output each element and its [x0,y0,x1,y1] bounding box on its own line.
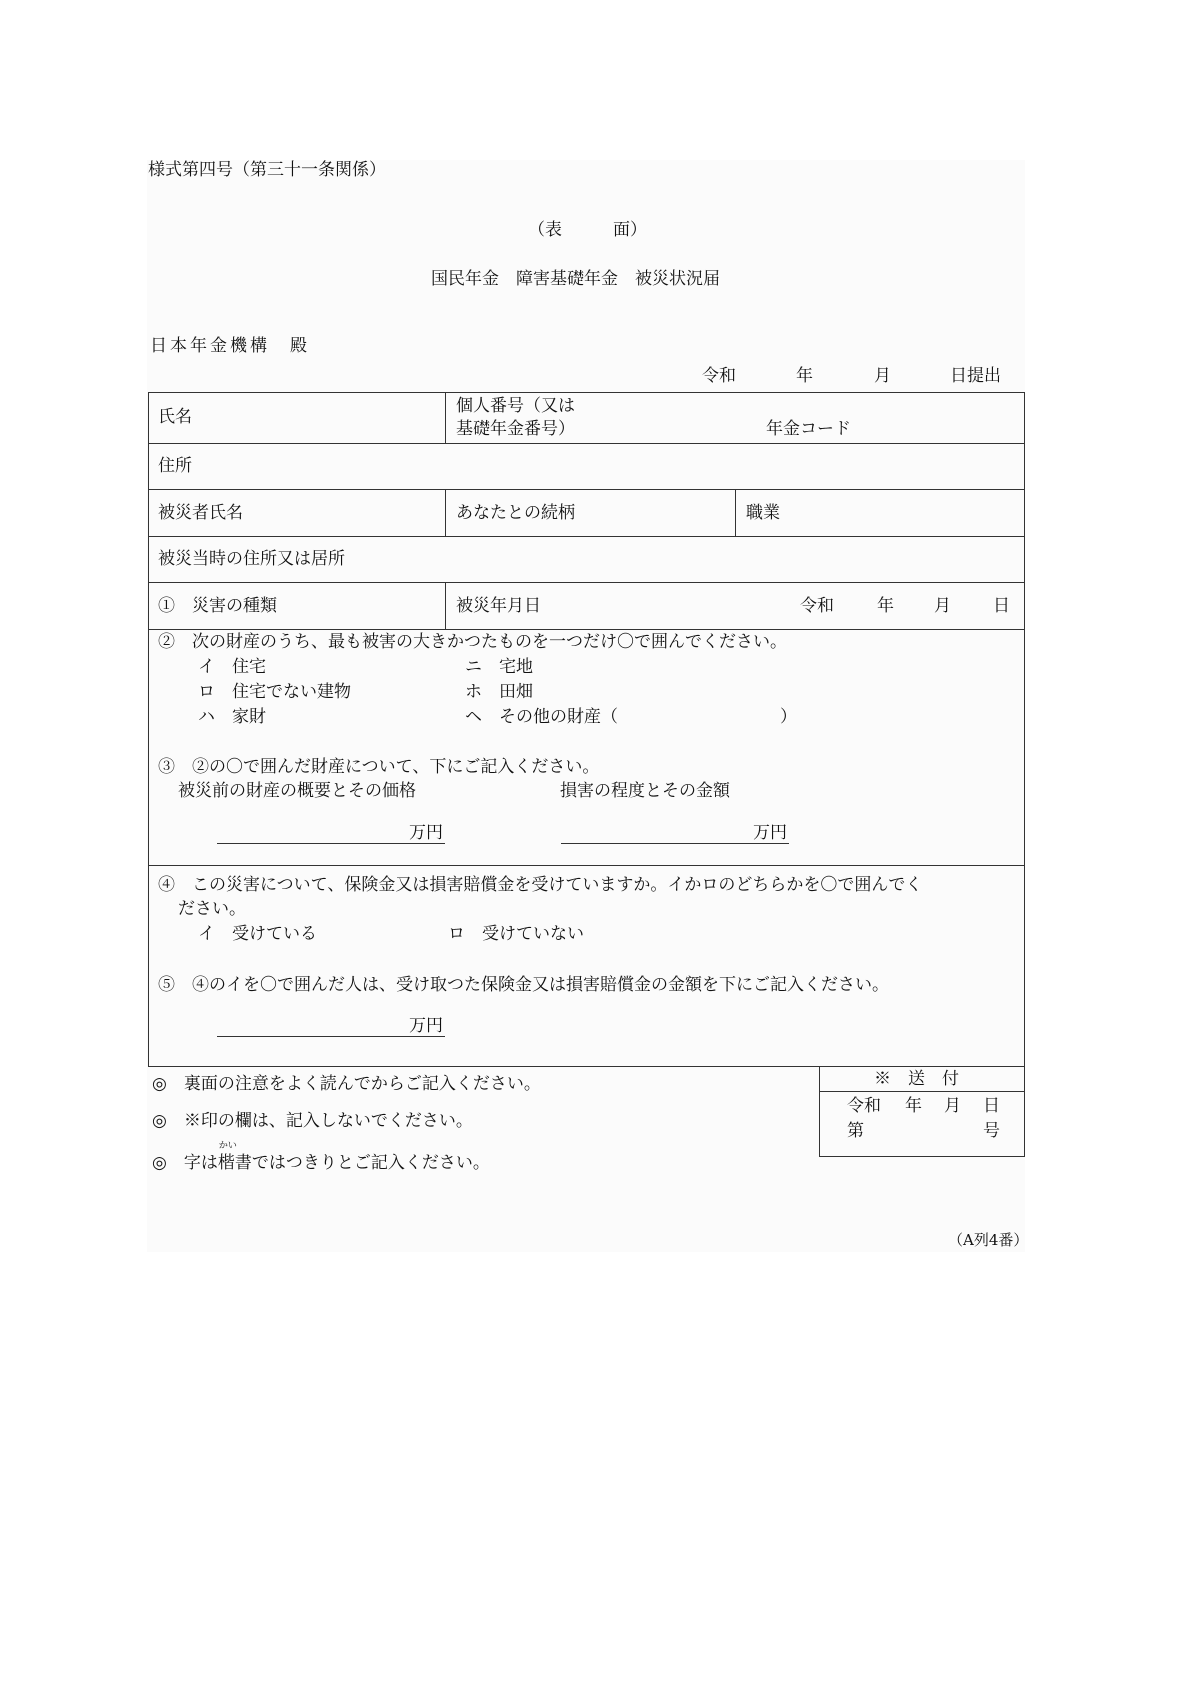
q2-option: ロ 住宅でない建物 [198,682,351,702]
side-label: （表 面） [528,220,647,240]
disaster-date-label: 被災年月日 [456,596,541,616]
form-title: 国民年金 障害基礎年金 被災状況届 [431,269,720,289]
q2-option: イ 住宅 [198,657,266,677]
dd-era: 令和 [800,596,834,616]
q2-option: ホ 田畑 [465,682,533,702]
q2-option: ハ 家財 [198,707,266,727]
sent-day: 日 [983,1096,1000,1116]
date-month: 月 [874,366,891,386]
disaster-type-label: ① 災害の種類 [158,596,277,616]
sent-box-title: ※ 送 付 [874,1069,959,1089]
sent-go: 号 [983,1121,1000,1141]
q2-option: ニ 宅地 [465,657,533,677]
q4-text-2: ださい。 [178,899,246,919]
q5-text: ⑤ ④のイを〇で囲んだ人は、受け取つた保険金又は損害賠償金の金額を下にご記入ください。 [158,975,889,995]
date-era: 令和 [702,366,736,386]
unit-label: 万円 [409,823,443,843]
name-label: 氏名 [158,407,192,427]
q4-no: ロ 受けていない [448,924,584,944]
dd-day: 日 [993,596,1010,616]
q2-option: ヘ その他の財産（ [465,707,618,727]
sent-no: 第 [847,1121,864,1141]
sent-era: 令和 [847,1096,881,1116]
q4-yes: イ 受けている [198,924,317,944]
form-table [148,392,1025,1067]
addressee: 日本年金機構 殿 [150,336,310,356]
note-3: ◎ 字は かい 楷書ではつきりとご記入ください。 [152,1141,490,1173]
q2-text: ② 次の財産のうち、最も被害の大きかつたものを一つだけ〇で囲んでください。 [158,632,787,652]
sent-month: 月 [944,1096,961,1116]
dd-year: 年 [877,596,894,616]
address-at-time-label: 被災当時の住所又は居所 [158,549,345,569]
date-day: 日提出 [950,366,1001,386]
id-label-1: 個人番号（又は [456,396,575,416]
unit-label: 万円 [409,1016,443,1036]
form-number: 様式第四号（第三十一条関係） [148,160,386,180]
dd-month: 月 [934,596,951,616]
value-before-field[interactable] [217,823,445,844]
paper-size: （A列4番） [948,1231,1029,1249]
victim-name-label: 被災者氏名 [158,503,243,523]
occupation-label: 職業 [746,503,780,523]
q2-close: ） [780,707,797,727]
q3-right-label: 損害の程度とその金額 [560,781,730,801]
note-2: ◎ ※印の欄は、記入しないでください。 [152,1111,473,1131]
address-label: 住所 [158,456,192,476]
note-1: ◎ 裏面の注意をよく読んでからご記入ください。 [152,1074,541,1094]
damage-amount-field[interactable] [561,823,789,844]
q3-text: ③ ②の〇で囲んだ財産について、下にご記入ください。 [158,757,600,777]
date-year: 年 [796,366,813,386]
ruby-text: かい [218,1141,237,1151]
relation-label: あなたとの続柄 [456,503,575,523]
unit-label: 万円 [753,823,787,843]
q4-text-1: ④ この災害について、保険金又は損害賠償金を受けていますか。イかロのどちらかを〇で囲んでく [158,875,923,895]
id-label-2: 基礎年金番号） [456,419,575,439]
insurance-amount-field[interactable] [217,1016,445,1037]
q3-left-label: 被災前の財産の概要とその価格 [178,781,416,801]
sent-year: 年 [905,1096,922,1116]
pension-code-label: 年金コード [766,419,851,439]
